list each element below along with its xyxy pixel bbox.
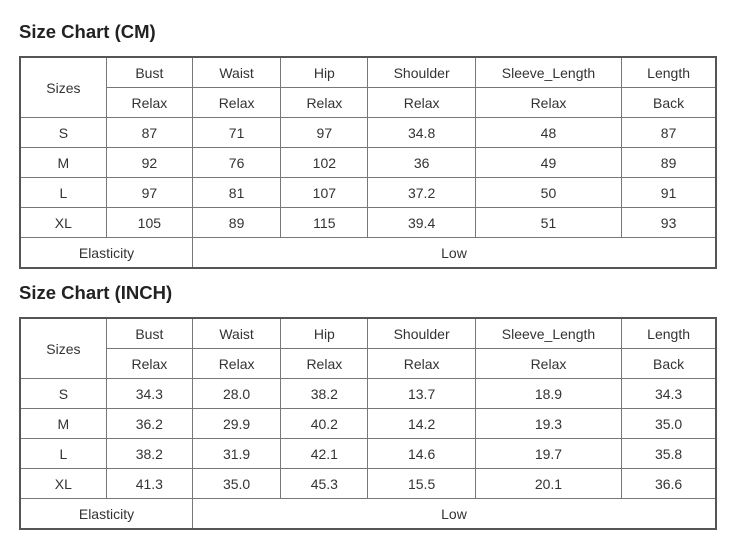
subheader-row	[20, 349, 716, 379]
table-cell: 97	[281, 118, 368, 148]
table-cell: 76	[192, 148, 280, 178]
table-cell: 34.3	[622, 379, 716, 409]
subheader-cell: Relax	[106, 349, 192, 379]
size-label: L	[20, 178, 106, 208]
column-header-shoulder: Shoulder	[368, 57, 475, 88]
table-cell: 45.3	[281, 469, 368, 499]
subheader-cell: Relax	[192, 88, 280, 118]
table-cell: 34.3	[106, 379, 192, 409]
table-cell: 13.7	[368, 379, 475, 409]
table-row	[20, 439, 716, 469]
size-label: XL	[20, 208, 106, 238]
table-cell: 89	[192, 208, 280, 238]
header-row	[20, 57, 716, 88]
table-row	[20, 409, 716, 439]
size-chart-cm-title: Size Chart (CM)	[19, 21, 156, 42]
table-cell: 97	[106, 178, 192, 208]
table-cell: 38.2	[281, 379, 368, 409]
sizes-header: Sizes	[20, 318, 106, 379]
size-label: M	[20, 409, 106, 439]
table-cell: 20.1	[475, 469, 621, 499]
table-cell: 92	[106, 148, 192, 178]
table-cell: 71	[192, 118, 280, 148]
table-cell: 15.5	[368, 469, 475, 499]
subheader-cell: Relax	[281, 349, 368, 379]
header-row	[20, 318, 716, 349]
size-label: M	[20, 148, 106, 178]
sizes-header: Sizes	[20, 57, 106, 118]
subheader-row	[20, 88, 716, 118]
table-cell: 38.2	[106, 439, 192, 469]
elasticity-label: Elasticity	[20, 238, 192, 269]
column-header-hip: Hip	[281, 57, 368, 88]
table-cell: 36.2	[106, 409, 192, 439]
table-cell: 28.0	[192, 379, 280, 409]
table-cell: 29.9	[192, 409, 280, 439]
table-cell: 14.6	[368, 439, 475, 469]
table-cell: 93	[622, 208, 716, 238]
table-cell: 87	[622, 118, 716, 148]
table-cell: 41.3	[106, 469, 192, 499]
table-row	[20, 118, 716, 148]
table-cell: 107	[281, 178, 368, 208]
table-cell: 39.4	[368, 208, 475, 238]
table-cell: 35.0	[622, 409, 716, 439]
table-cell: 40.2	[281, 409, 368, 439]
table-cell: 36	[368, 148, 475, 178]
column-header-hip: Hip	[281, 318, 368, 349]
table-cell: 19.7	[475, 439, 621, 469]
subheader-cell: Relax	[106, 88, 192, 118]
table-cell: 115	[281, 208, 368, 238]
table-cell: 19.3	[475, 409, 621, 439]
column-header-waist: Waist	[192, 318, 280, 349]
table-cell: 49	[475, 148, 621, 178]
table-row	[20, 178, 716, 208]
subheader-cell: Back	[622, 88, 716, 118]
subheader-cell: Relax	[368, 88, 475, 118]
column-header-bust: Bust	[106, 57, 192, 88]
table-cell: 18.9	[475, 379, 621, 409]
table-cell: 42.1	[281, 439, 368, 469]
table-row	[20, 208, 716, 238]
table-cell: 14.2	[368, 409, 475, 439]
subheader-cell: Relax	[281, 88, 368, 118]
column-header-length: Length	[622, 57, 716, 88]
table-cell: 91	[622, 178, 716, 208]
column-header-sleeve-length: Sleeve_Length	[475, 318, 621, 349]
elasticity-row	[20, 238, 716, 269]
table-cell: 35.8	[622, 439, 716, 469]
table-cell: 102	[281, 148, 368, 178]
table-cell: 37.2	[368, 178, 475, 208]
size-label: S	[20, 379, 106, 409]
subheader-cell: Relax	[192, 349, 280, 379]
table-cell: 51	[475, 208, 621, 238]
subheader-cell: Relax	[475, 349, 621, 379]
table-cell: 105	[106, 208, 192, 238]
column-header-length: Length	[622, 318, 716, 349]
elasticity-value: Low	[192, 499, 716, 530]
size-chart-inch-table	[19, 317, 717, 530]
table-cell: 36.6	[622, 469, 716, 499]
elasticity-label: Elasticity	[20, 499, 192, 530]
column-header-sleeve-length: Sleeve_Length	[475, 57, 621, 88]
table-cell: 81	[192, 178, 280, 208]
size-chart-cm-table	[19, 56, 717, 269]
size-label: L	[20, 439, 106, 469]
size-label: S	[20, 118, 106, 148]
table-cell: 89	[622, 148, 716, 178]
size-label: XL	[20, 469, 106, 499]
table-cell: 50	[475, 178, 621, 208]
table-cell: 35.0	[192, 469, 280, 499]
column-header-bust: Bust	[106, 318, 192, 349]
table-cell: 31.9	[192, 439, 280, 469]
table-cell: 87	[106, 118, 192, 148]
subheader-cell: Relax	[475, 88, 621, 118]
table-row	[20, 379, 716, 409]
table-cell: 34.8	[368, 118, 475, 148]
column-header-waist: Waist	[192, 57, 280, 88]
size-chart-inch-title: Size Chart (INCH)	[19, 282, 173, 303]
elasticity-value: Low	[192, 238, 716, 269]
table-row	[20, 469, 716, 499]
column-header-shoulder: Shoulder	[368, 318, 475, 349]
subheader-cell: Back	[622, 349, 716, 379]
table-cell: 48	[475, 118, 621, 148]
subheader-cell: Relax	[368, 349, 475, 379]
elasticity-row	[20, 499, 716, 530]
table-row	[20, 148, 716, 178]
